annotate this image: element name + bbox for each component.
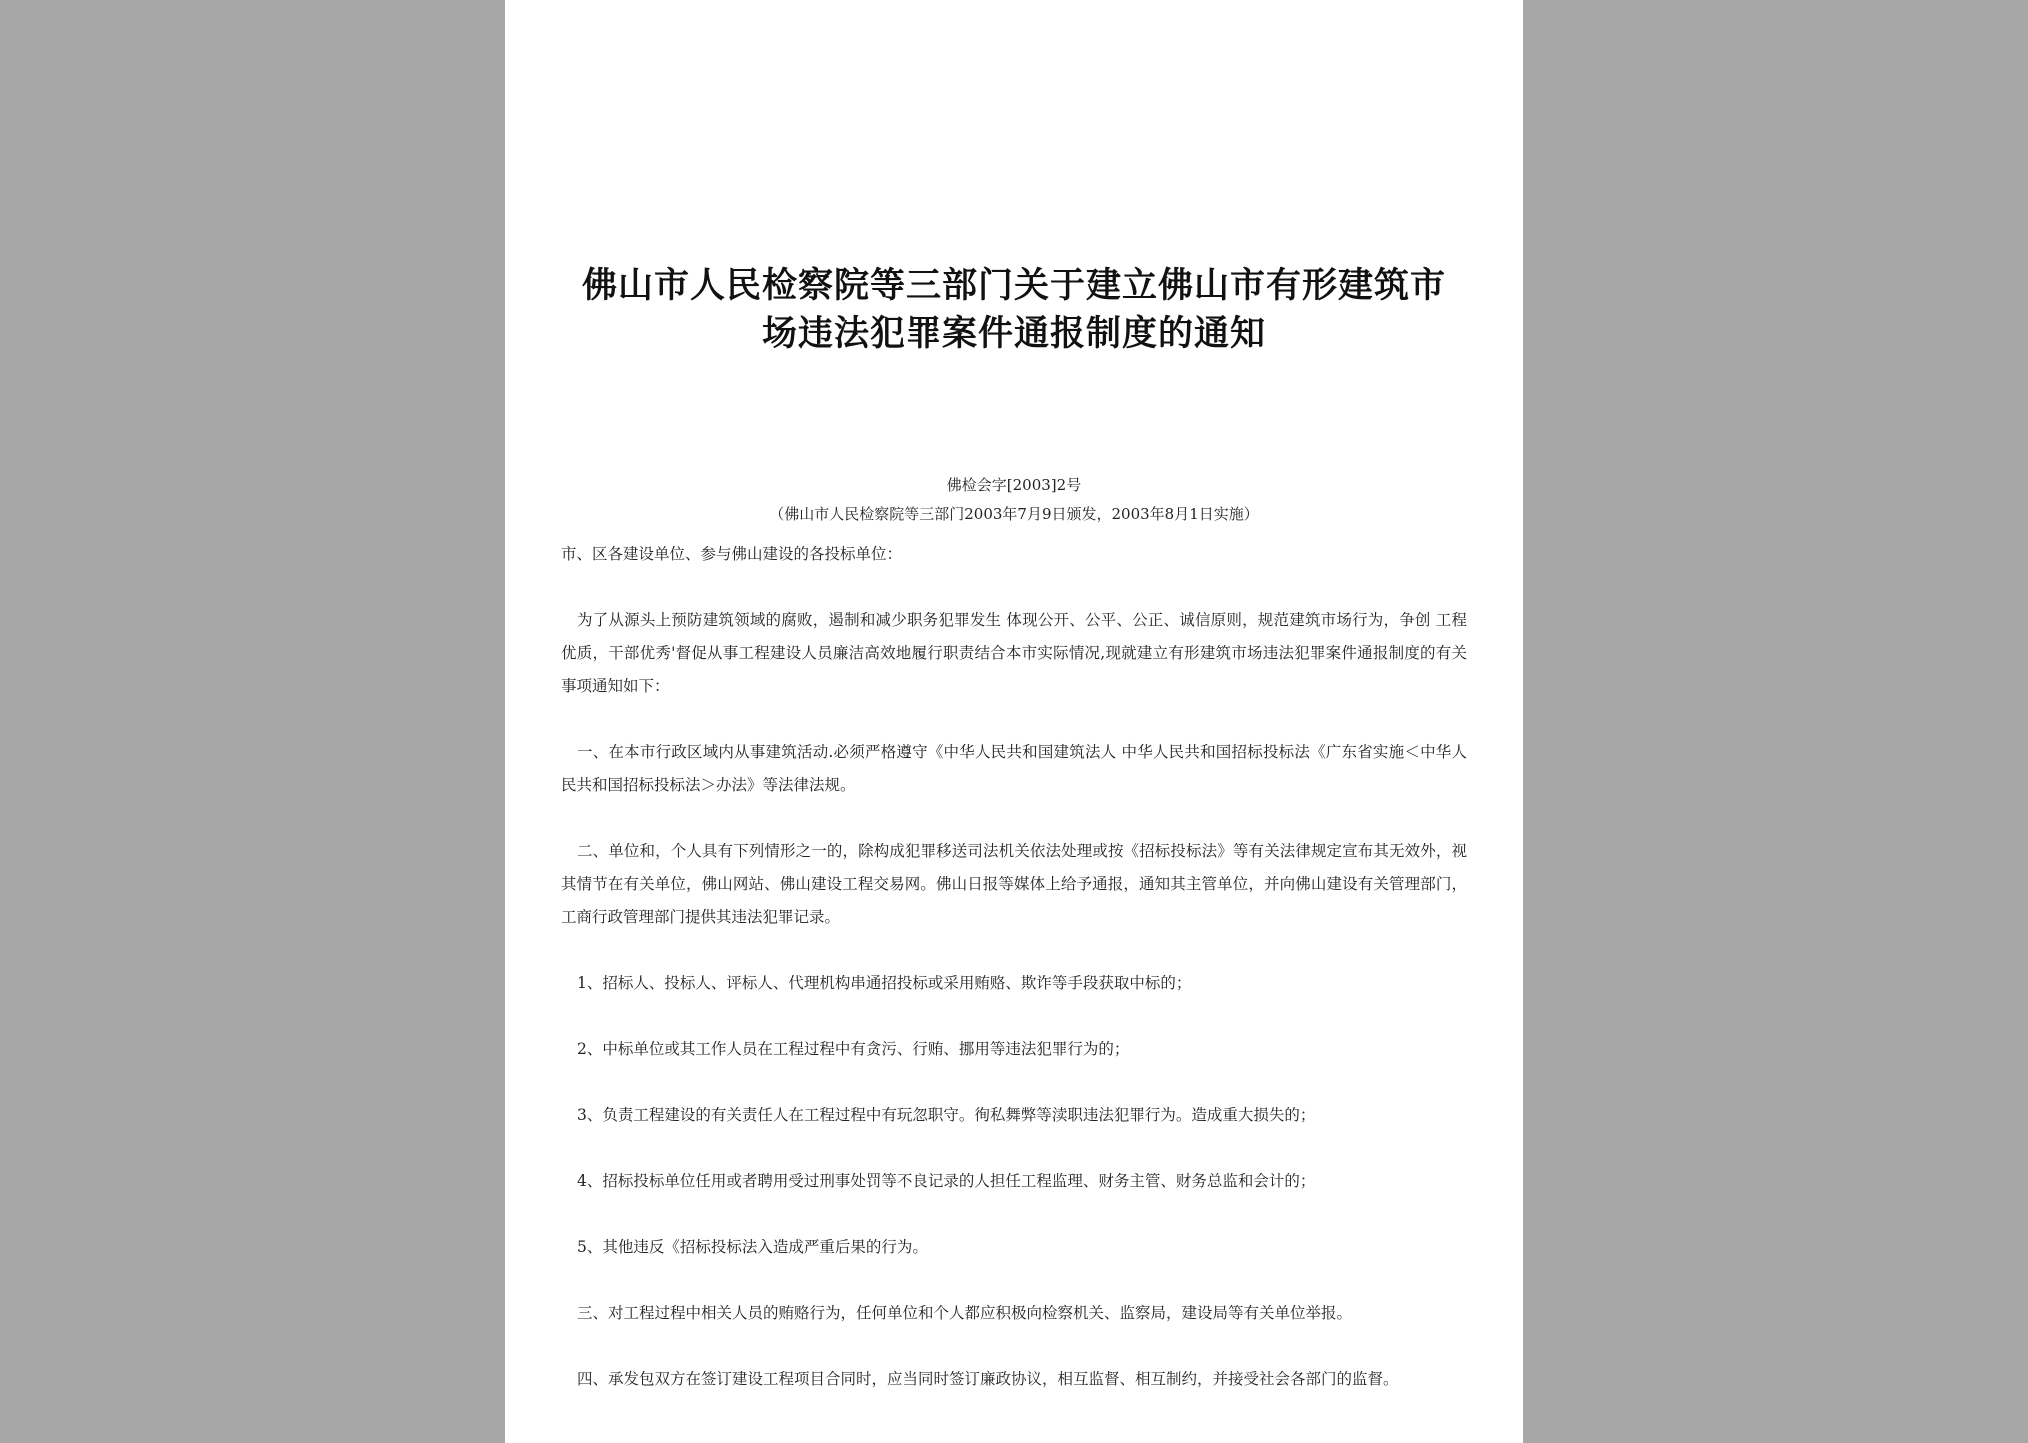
issue-note: （佛山市人民检察院等三部门2003年7月9日颁发，2003年8月1日实施） <box>769 505 1259 523</box>
sub-item-3: 3、负责工程建设的有关责任人在工程过程中有玩忽职守。徇私舞弊等渎职违法犯罪行为。造成重大损失的； <box>577 1106 1316 1124</box>
document-body <box>561 538 1467 1396</box>
item-one: 一、在本市行政区域内从事建筑活动.必须严格遵守《中华人民共和国建筑法人 中华人民共和国招标投标法《广东省实施＜中华人民共和国招标投标法＞办法》等法律法规。 <box>561 743 1467 794</box>
document-page <box>505 0 1523 1443</box>
document-title <box>545 262 1483 358</box>
sub-item-5: 5、其他违反《招标投标法入造成严重后果的行为。 <box>577 1238 928 1256</box>
document-number: 佛检会字[2003]2号 <box>946 476 1082 494</box>
item-two: 二、单位和，个人具有下列情形之一的，除构成犯罪移送司法机关依法处理或按《招标投标法》等有关法律规定宣布其无效外，视其情节在有关单位，佛山网站、佛山建设工程交易网。佛山日报等媒体上给予通报，通知其主管单位，并向佛山建设有关管理部门，工商行政管理部门提供其违法犯罪记录。 <box>561 842 1467 926</box>
item-three: 三、对工程过程中相关人员的贿赂行为，任何单位和个人都应积极向检察机关、监察局，建设局等有关单位举报。 <box>577 1304 1353 1322</box>
salutation: 市、区各建设单位、参与佛山建设的各投标单位： <box>561 545 903 563</box>
title-line-1: 佛山市人民检察院等三部门关于建立佛山市有形建筑市 <box>581 266 1446 306</box>
sub-item-1: 1、招标人、投标人、评标人、代理机构串通招投标或采用贿赂、欺诈等手段获取中标的； <box>577 974 1192 992</box>
sub-item-4: 4、招标投标单位任用或者聘用受过刑事处罚等不良记录的人担任工程监理、财务主管、财务总监和会计的； <box>577 1172 1316 1190</box>
title-line-2: 场违法犯罪案件通报制度的通知 <box>761 314 1266 354</box>
intro-paragraph: 为了从源头上预防建筑领域的腐败，遏制和减少职务犯罪发生 体现公开、公平、公正、诚信原则，规范建筑市场行为，争创 工程优质，干部优秀'督促从事工程建设人员廉洁高效地履行职责结合本市实际情况,现就建立有形建筑市场违法犯罪案件通报制度的有关事项通知如下： <box>561 611 1467 695</box>
sub-item-2: 2、中标单位或其工作人员在工程过程中有贪污、行贿、挪用等违法犯罪行为的； <box>577 1040 1130 1058</box>
item-four: 四、承发包双方在签订建设工程项目合同时，应当同时签订廉政协议，相互监督、相互制约，并接受社会各部门的监督。 <box>577 1370 1399 1388</box>
